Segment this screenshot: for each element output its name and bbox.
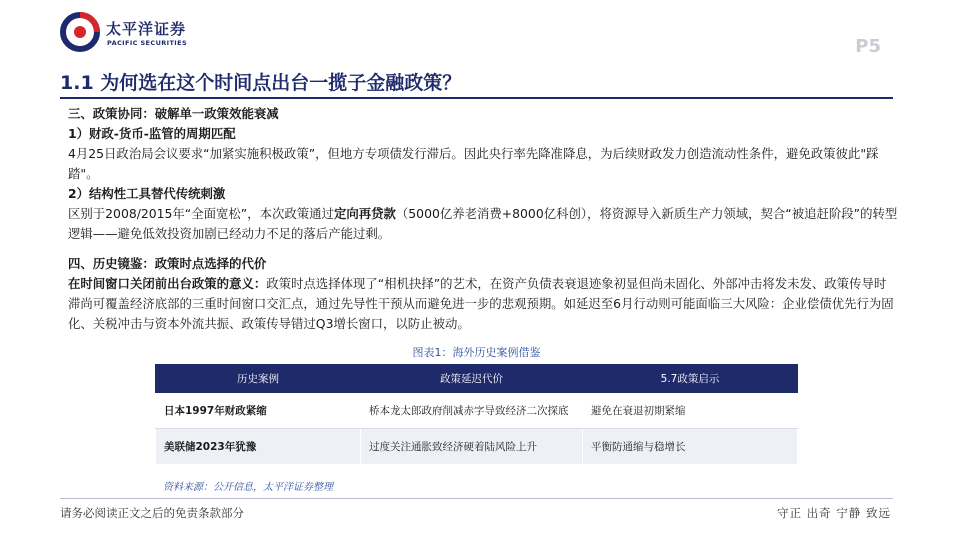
- section-3-paragraph-2: [68, 204, 898, 244]
- header-cell: 政策延迟代价: [361, 365, 583, 393]
- section-3-paragraph-1: 4月25日政治局会议要求“加紧实施积极政策”，但地方专项债发行滞后。因此央行率先降准降息，为后续财政发力创造流动性条件，避免政策彼此"踩踏"。: [68, 146, 879, 181]
- table-cell: 过度关注通胀致经济硬着陆风险上升: [361, 429, 583, 465]
- pacific-securities-logo-icon: [60, 12, 102, 52]
- footer-divider: [60, 498, 893, 499]
- body-content: [68, 104, 898, 334]
- table-cell: 平衡防通缩与稳增长: [583, 429, 798, 465]
- history-case-table: [155, 364, 798, 465]
- table-header-row: [156, 365, 798, 393]
- section-4-body: 政策时点选择体现了“相机抉择”的艺术，在资产负债表衰退迹象初显但尚未固化、外部冲击将发未发、政策传导时滞尚可覆盖经济底部的三重时间窗口交汇点，通过先导性干预从而避免进一步的悲观预期。如延迟至6月行动则可能面临三大风险：企业偿债优先行为固化、关税冲击与资本外流共振、政策传导错过Q3增长窗口，以防止被动。: [68, 276, 894, 331]
- section-3-subheading-1: 1）财政-货币-监管的周期匹配: [68, 126, 236, 141]
- paragraph-2-emphasis: 定向再贷款: [333, 206, 396, 221]
- footer-motto: 守正 出奇 宁静 致远: [777, 506, 891, 520]
- section-3-heading: 三、政策协同：破解单一政策效能衰减: [68, 106, 279, 121]
- table-row: [156, 429, 798, 465]
- section-4-heading: 四、历史镜鉴：政策时点选择的代价: [68, 256, 267, 271]
- paragraph-2-part-c: （5000亿养老消费+8000亿科创），将资源导入新质生产力领域，契合“被追赶阶段”的转型逻辑——避免低效投资加剧已经动力不足的落后产能过剩。: [68, 206, 898, 241]
- footer-disclaimer: 请务必阅读正文之后的免责条款部分: [60, 506, 244, 520]
- section-4-lead: 在时间窗口关闭前出台政策的意义：: [68, 276, 267, 291]
- table-cell: 日本1997年财政紧缩: [156, 393, 361, 429]
- table-cell: 避免在衰退初期紧缩: [583, 393, 798, 429]
- paragraph-2-part-a: 区别于2008/2015年“全面宽松”，本次政策通过: [68, 206, 334, 221]
- header-cell: 5.7政策启示: [583, 365, 798, 393]
- table-cell: 桥本龙太郎政府削减赤字导致经济二次探底: [361, 393, 583, 429]
- company-logo: [60, 12, 200, 52]
- table-row: [156, 393, 798, 429]
- page-title: 1.1 为何选在这个时间点出台一揽子金融政策？: [60, 72, 462, 94]
- title-divider: [60, 97, 893, 99]
- table-source: 资料来源：公开信息，太平洋证券整理: [163, 482, 333, 493]
- section-3-subheading-2: 2）结构性工具替代传统刺激: [68, 186, 226, 201]
- brand-name-cn: 太平洋证券: [106, 20, 187, 38]
- header-cell: 历史案例: [156, 365, 361, 393]
- page-number: P5: [855, 36, 881, 57]
- table-caption: 图表1：海外历史案例借鉴: [412, 346, 541, 359]
- section-4-paragraph: [68, 274, 898, 334]
- brand-name-en: PACIFIC SECURITIES: [107, 39, 188, 47]
- table-cell: 美联储2023年犹豫: [156, 429, 361, 465]
